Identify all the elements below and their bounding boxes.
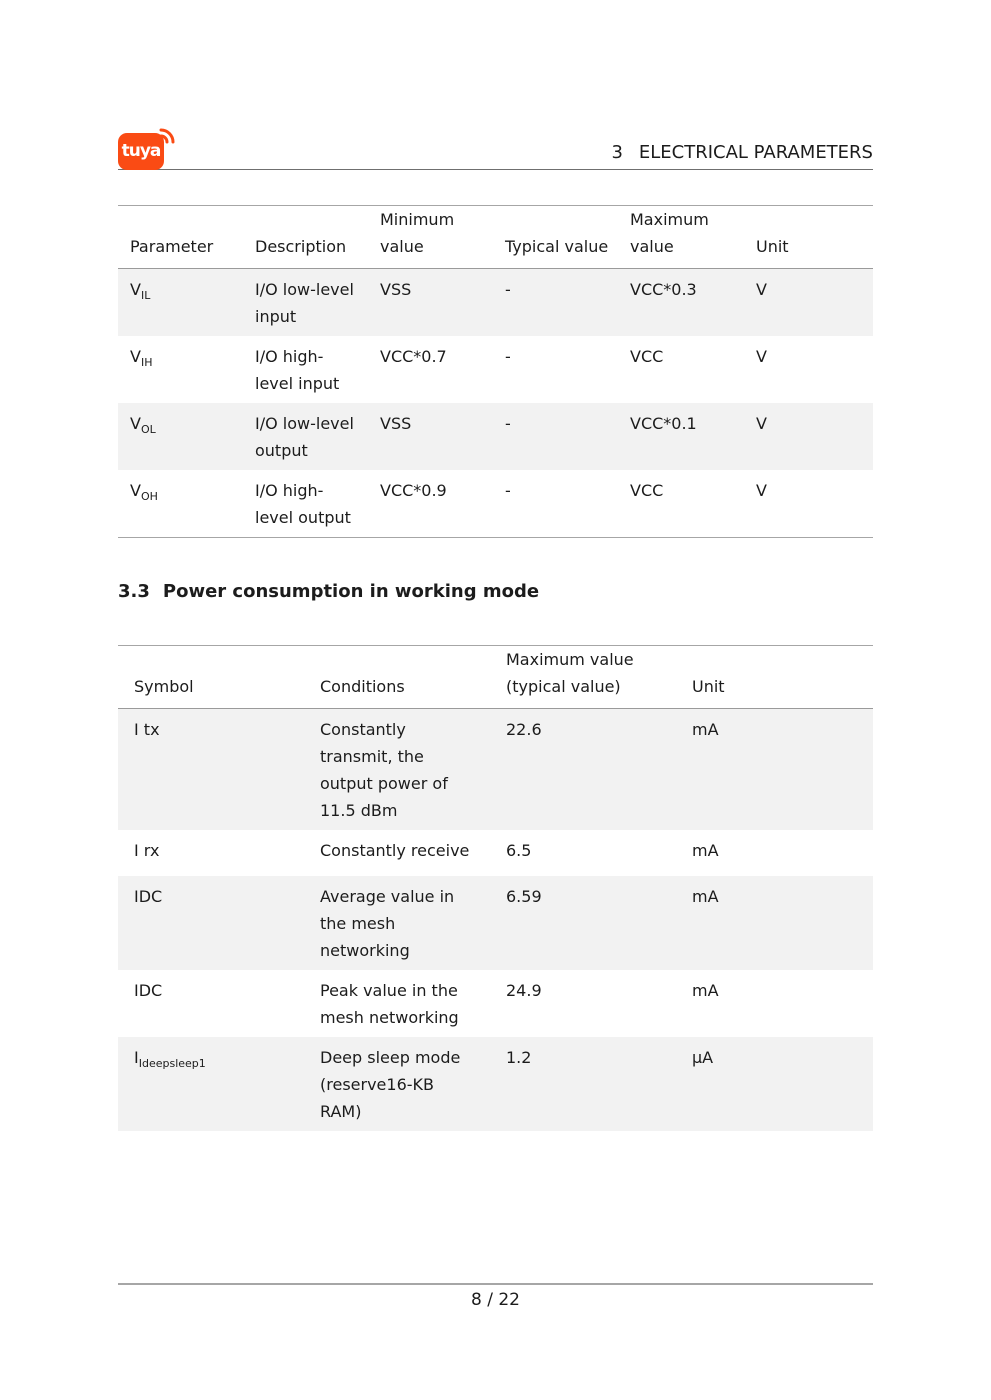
column-header-unit: Unit [676,646,873,709]
column-header-symbol: Symbol [118,646,304,709]
symbol-cell: $I_{Ideepsleep1}$ [134,1048,206,1070]
column-header-maximum-value: Maximum value [618,206,744,269]
chapter-number: 3 [611,142,623,163]
column-header-conditions: Conditions [304,646,490,709]
parameter-subscript: OH [140,490,158,503]
conditions-cell: Average value in the mesh networking [320,887,455,960]
table-row [118,970,873,1037]
power-consumption-table [118,645,873,1131]
table-row [118,709,873,831]
conditions-cell: Peak value in the mesh networking [320,981,459,1027]
max-value-cell: 22.6 [506,720,542,739]
parameter-subscript: IL [140,289,151,302]
conditions-cell: Constantly receive [320,841,470,860]
table-row [118,1037,873,1131]
parameter-subscript: IH [140,356,153,369]
table-row [118,470,873,538]
section-number: 3.3 [118,581,150,602]
page-number: 8 / 22 [471,1290,520,1310]
wifi-signal-icon [156,123,178,145]
unit-cell: μA [692,1048,714,1067]
maximum-cell: VCC [618,470,744,538]
unit-cell: V [744,470,873,538]
table-header-row [118,206,873,269]
unit-cell: V [756,414,767,433]
chapter-title: ELECTRICAL PARAMETERS [638,142,873,163]
typical-cell: - [505,280,511,299]
description-cell: I/O low-level input [255,280,354,326]
parameter-cell: $V_{OH}$ [118,470,243,538]
description-cell: I/O high-level output [243,470,368,538]
table-row [118,403,873,470]
tuya-logo [118,133,164,170]
page-header [118,0,873,170]
unit-cell: mA [692,841,719,860]
maximum-cell: VCC [630,347,664,366]
unit-cell: V [756,280,767,299]
unit-cell: mA [692,981,719,1000]
parameter-cell: $V_{OL}$ [130,414,156,436]
parameter-cell: $V_{IH}$ [130,347,153,369]
symbol-subscript: Ideepsleep1 [138,1057,206,1070]
maximum-cell: VCC*0.3 [630,280,697,299]
table-row [118,336,873,403]
description-cell: I/O high-level input [255,347,340,393]
section-title: Power consumption in working mode [162,581,540,602]
parameter-subscript: OL [140,423,156,436]
minimum-cell: VCC*0.7 [380,347,447,366]
column-header-description: Description [243,206,368,269]
unit-cell: mA [692,887,719,906]
conditions-cell: Deep sleep mode (reserve16-KB RAM) [320,1048,461,1121]
symbol-cell: IDC [134,887,163,906]
symbol-cell: I tx [134,720,160,739]
column-header-minimum-value: Minimum value [368,206,493,269]
minimum-cell: VSS [380,414,412,433]
max-value-cell: 24.9 [506,981,542,1000]
page-footer [118,1283,873,1310]
unit-cell: mA [692,720,719,739]
column-header-typical-value: Typical value [493,206,618,269]
symbol-cell: IDC [134,981,163,1000]
table-header-row [118,646,873,709]
chapter-heading [611,142,873,163]
unit-cell: V [756,347,767,366]
electrical-parameters-table [118,205,873,538]
table-row [118,830,873,876]
column-header-unit: Unit [744,206,873,269]
minimum-cell: VCC*0.9 [368,470,493,538]
max-value-cell: 6.59 [506,887,542,906]
maximum-cell: VCC*0.1 [630,414,697,433]
tuya-logo-text: tuya [121,140,161,161]
typical-cell: - [505,414,511,433]
section-heading [118,578,873,605]
conditions-cell: Constantly transmit, the output power of 11.5 dBm [320,720,448,820]
parameter-cell: $V_{IL}$ [130,280,151,302]
table-row [118,876,873,970]
typical-cell: - [493,470,618,538]
symbol-cell: I rx [134,841,160,860]
table-row [118,269,873,337]
column-header-parameter: Parameter [118,206,243,269]
description-cell: I/O low-level output [255,414,354,460]
max-value-cell: 1.2 [506,1048,532,1067]
typical-cell: - [505,347,511,366]
column-header-maximum-value: Maximum value (typical value) [490,646,676,709]
max-value-cell: 6.5 [506,841,532,860]
minimum-cell: VSS [380,280,412,299]
